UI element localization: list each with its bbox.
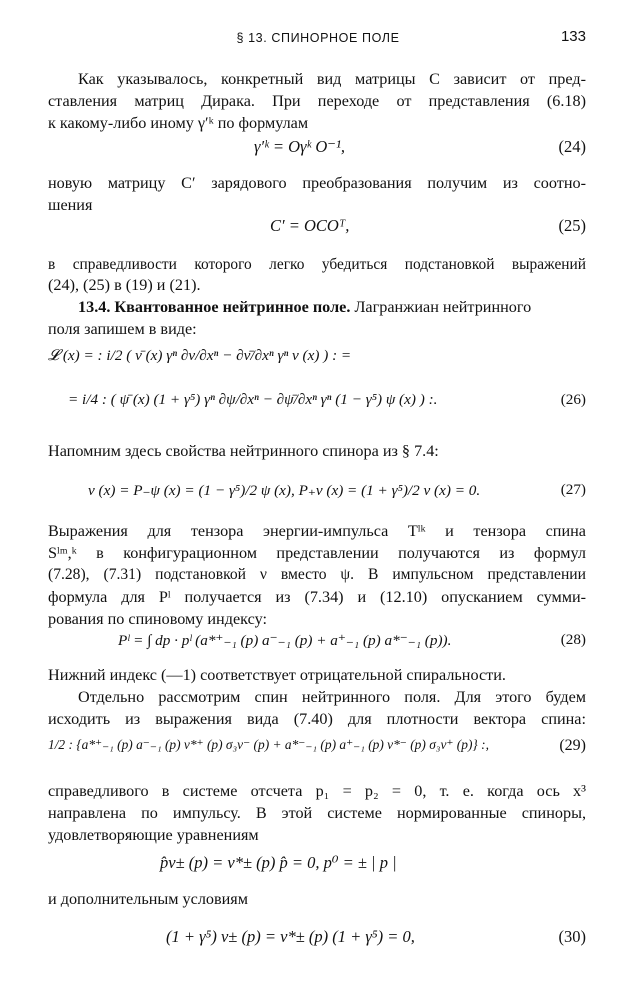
section-heading: 13.4. Квантованное нейтринное поле. bbox=[78, 298, 351, 316]
paragraph-line: направлена по импульсу. В этой системе нормированные спиноры, bbox=[48, 804, 586, 822]
paragraph-line: (7.28), (7.31) подстановкой ν вместо ψ. В импульсном представлении bbox=[48, 566, 586, 583]
paragraph-line: Выражения для тензора энергии-импульса Tˡᵏ и тензора спина bbox=[48, 522, 586, 540]
section-heading-line bbox=[78, 296, 586, 318]
equation-body: Pˡ = ∫ dp · pˡ (a*⁺₋₁ (p) a⁻₋₁ (p) + a⁺₋₁ (p) a*⁻₋₁ (p)). bbox=[118, 632, 452, 649]
paragraph-line: Sˡᵐ,ᵏ в конфигурационном представлении получаются из формул bbox=[48, 544, 586, 562]
paragraph-line: рования по спиновому индексу: bbox=[48, 610, 267, 628]
paragraph-line: Отдельно рассмотрим спин нейтринного поля. Для этого будем bbox=[78, 688, 586, 706]
paragraph-line: Нижний индекс (—1) соответствует отрицательной спиральности. bbox=[48, 666, 506, 684]
equation-26-line-2 bbox=[48, 386, 586, 418]
equation-number: (28) bbox=[560, 631, 586, 648]
equation-number: (29) bbox=[559, 737, 586, 754]
paragraph-line: шения bbox=[48, 196, 93, 214]
paragraph-line: в справедливости которого легко убедиться подстановкой выражений bbox=[48, 256, 586, 273]
equation-unnumbered bbox=[48, 848, 586, 880]
paragraph-line: поля запишем в виде: bbox=[48, 320, 197, 338]
equation-body: (1 + γ⁵) v± (p) = v*± (p) (1 + γ⁵) = 0, bbox=[166, 927, 415, 946]
equation-26-line-1 bbox=[48, 342, 586, 374]
equation-body: ν (x) = P₋ψ (x) = (1 − γ⁵)/2 ψ (x), P₊ν (x) = (1 + γ⁵)/2 ν (x) = 0. bbox=[88, 482, 481, 499]
equation-27 bbox=[48, 476, 586, 508]
equation-30 bbox=[48, 922, 586, 954]
paragraph-line: и дополнительным условиям bbox=[48, 890, 248, 908]
equation-28 bbox=[48, 626, 586, 658]
equation-number: (25) bbox=[558, 216, 586, 235]
paragraph-line: формула для Pˡ получается из (7.34) и (12.10) опусканием сумми- bbox=[48, 588, 586, 606]
equation-number: (24) bbox=[558, 137, 586, 156]
equation-body: C′ = OCOᵀ, bbox=[270, 216, 350, 235]
equation-number: (30) bbox=[558, 927, 586, 946]
paragraph-line: Как указывалось, конкретный вид матрицы C зависит от пред- bbox=[78, 70, 586, 88]
paragraph-line: новую матрицу C′ зарядового преобразования получим из соотно- bbox=[48, 174, 586, 192]
equation-29 bbox=[48, 732, 586, 764]
section-heading-rest: Лагранжиан нейтринного bbox=[354, 298, 532, 316]
paragraph-line: исходить из выражения вида (7.40) для плотности вектора спина: bbox=[48, 710, 586, 728]
paragraph-line: удовлетворяющие уравнениям bbox=[48, 826, 259, 844]
paragraph-line: ставления матриц Дирака. При переходе от представления (6.18) bbox=[48, 92, 586, 110]
paragraph-line: (24), (25) в (19) и (21). bbox=[48, 276, 201, 294]
page-number: 133 bbox=[560, 28, 586, 45]
paragraph-line: справедливого в системе отсчета p₁ = p₂ = 0, т. е. когда ось x³ bbox=[48, 782, 586, 800]
page-header bbox=[50, 26, 586, 50]
equation-body: 1/2 : {a*⁺₋₁ (p) a⁻₋₁ (p) v*⁺ (p) σ₃v⁻ (p) + a*⁻₋₁ (p) a⁺₋₁ (p) v*⁻ (p) σ₃v⁺ (p)} :, bbox=[48, 737, 489, 752]
equation-body: = i/4 : ( ψ̄ (x) (1 + γ⁵) γⁿ ∂ψ/∂xⁿ − ∂ψ̄/∂xⁿ γⁿ (1 − γ⁵) ψ (x) ) :. bbox=[68, 391, 438, 408]
equation-number: (26) bbox=[560, 391, 586, 408]
equation-body: p̂v± (p) = v*± (p) p̂ = 0, p⁰ = ± | p | bbox=[160, 853, 397, 872]
equation-body: 𝓛 (x) = : i/2 ( ν̄ (x) γⁿ ∂ν/∂xⁿ − ∂ν̄/∂xⁿ γⁿ ν (x) ) : = bbox=[48, 347, 352, 364]
paragraph-line: Напомним здесь свойства нейтринного спинора из § 7.4: bbox=[48, 442, 439, 460]
running-title: § 13. СПИНОРНОЕ ПОЛЕ bbox=[236, 31, 400, 45]
equation-25 bbox=[48, 211, 586, 243]
paragraph-line: к какому-либо иному γ′ᵏ по формулам bbox=[48, 114, 309, 132]
equation-body: γ′ᵏ = Oγᵏ O⁻¹, bbox=[254, 137, 346, 156]
equation-24 bbox=[48, 132, 586, 164]
equation-number: (27) bbox=[560, 481, 586, 498]
